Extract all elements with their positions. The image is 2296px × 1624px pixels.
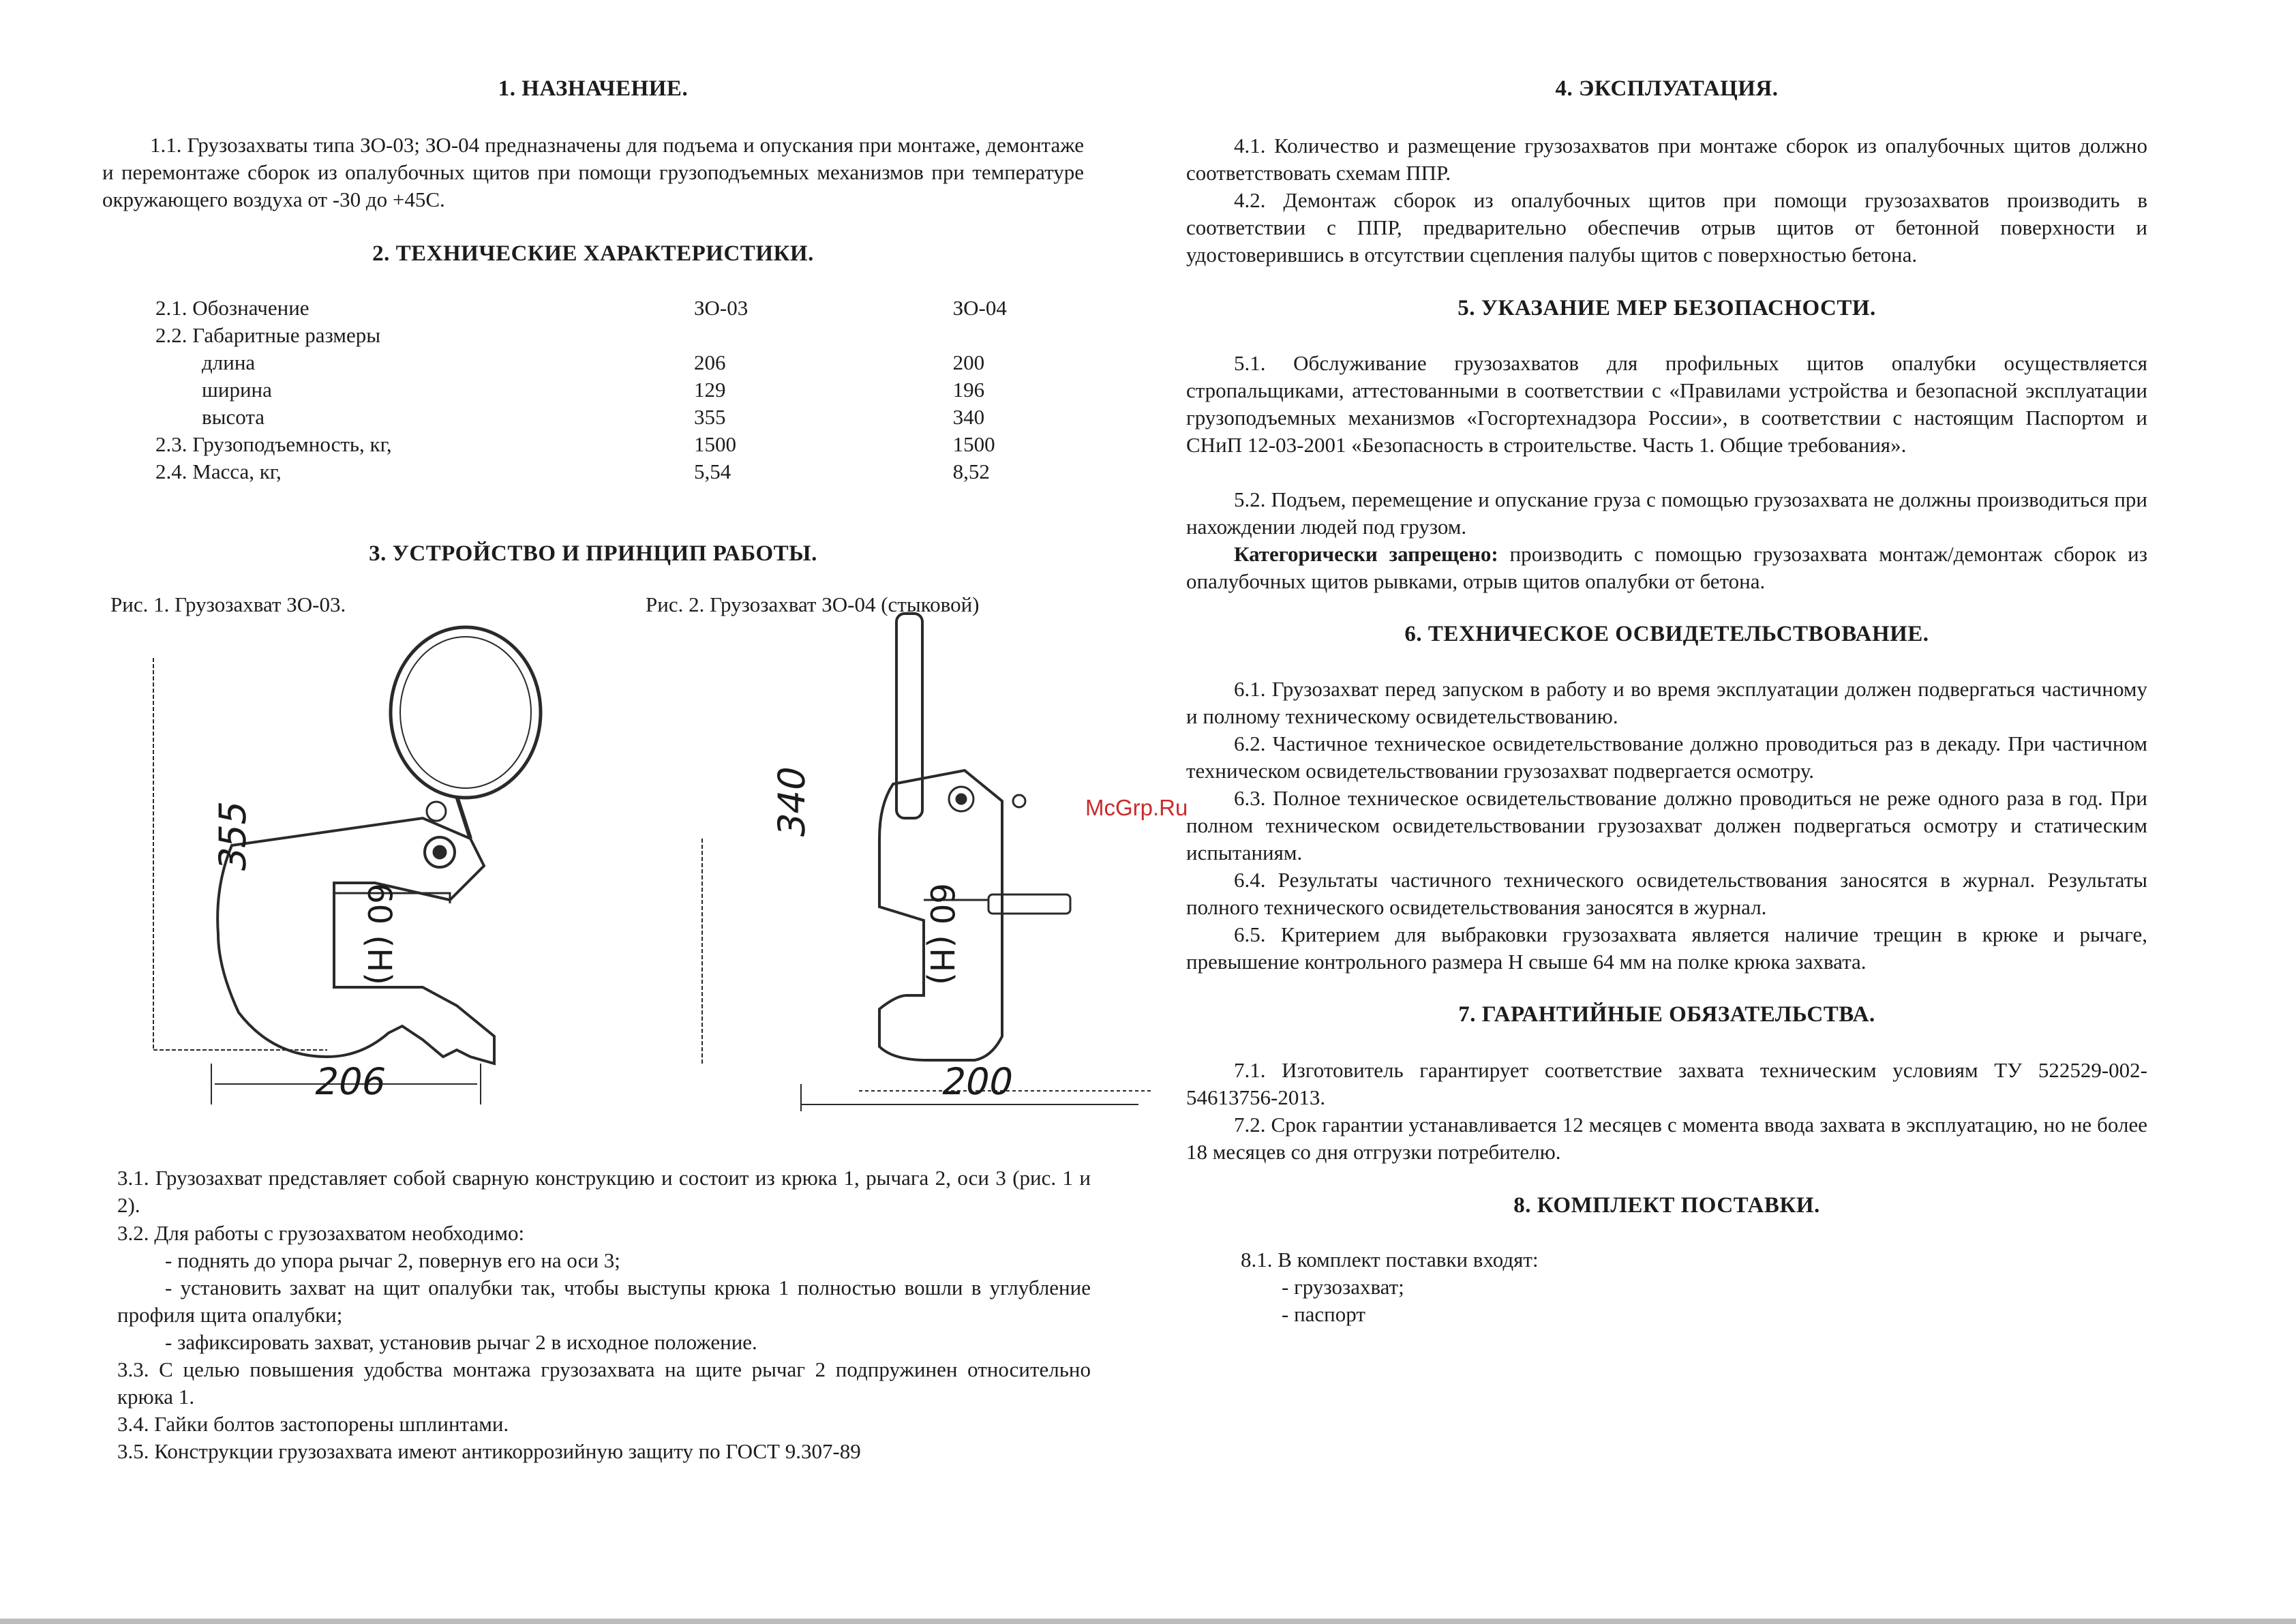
bullet-3-2-3: - зафиксировать захват, установив рычаг 2 в исходное положение. [165,1330,757,1354]
para-6-2: 6.2. Частичное техническое освидетельствование должно проводиться раз в декаду. При частичном техническом освидетельствовании грузозахват подвергается осмотру. [1186,732,2147,783]
para-4-1: 4.1. Количество и размещение грузозахватов при монтаже сборок из опалубочных щитов должно соответствовать схемам ППР. [1186,134,2147,185]
bullet-3-2-1: - поднять до упора рычаг 2, повернув его на оси 3; [165,1248,620,1272]
spec-cell-label: 2.1. Обозначение [155,296,309,320]
spec-cell-b: ЗО-04 [952,296,1007,320]
para-6-3: 6.3. Полное техническое освидетельствование должно проводиться не реже одного раза в год. При полном техническом освидетельствовании грузозахват должен подвергаться осмотру и статическим испытаниям. [1186,786,2147,864]
spec-cell-label: высота [202,405,265,429]
fig2-caption: Рис. 2. Грузозахват ЗО-04 (стыковой) [646,592,980,616]
section-7-title: 7. ГАРАНТИЙНЫЕ ОБЯЗАТЕЛЬСТВА. [1458,1002,1875,1027]
fig2-lever [896,614,922,818]
fig1-dim-height: 355 [211,796,254,876]
para-8-1: 8.1. В комплект поставки входят: [1241,1248,1539,1272]
fig1-dim-throat: 60 (H) [360,883,398,985]
para-6-5: 6.5. Критерием для выбраковки грузозахвата является наличие трещин в крюке и рычаге, превышение контрольного размера Н свыше 64 мм на полке крюка захвата. [1186,922,2147,974]
spec-cell-a: ЗО-03 [693,296,749,320]
prohibition-text: производить с помощью грузозахвата монтаж/демонтаж сборок из опалубочных щитов рывками, отрыв щитов опалубки от бетона. [1186,542,2147,593]
spec-row [155,458,1084,485]
fig2-dim-height: 340 [770,762,813,842]
spec-cell-b: 340 [952,405,985,429]
fig2-drawing [620,614,1111,1118]
spec-row [155,322,1084,349]
spec-cell-b: 8,52 [952,460,990,483]
fig1-caption: Рис. 1. Грузозахват ЗО-03. [110,592,346,616]
watermark: McGrp.Ru [1085,795,1188,820]
spec-cell-label: ширина [202,378,272,402]
fig2-dim-throat: 60 (H) [922,883,961,985]
spec-cell-a: 206 [693,350,726,374]
kit-item-1: - грузозахват; [1282,1275,1404,1299]
fig1-pin-upper [427,802,446,821]
fig1-ring [391,627,541,798]
section-8-title: 8. КОМПЛЕКТ ПОСТАВКИ. [1513,1193,1820,1218]
spec-row [155,349,1084,376]
fig1-dim-width: 206 [310,1059,391,1103]
kit-item-2: - паспорт [1282,1302,1365,1326]
para-3-1: 3.1. Грузозахват представляет собой сварную конструкцию и состоит из крюка 1, рычага 2, оси 3 (рис. 1 и 2). [117,1166,1091,1217]
spec-cell-b: 1500 [952,432,995,456]
para-6-4: 6.4. Результаты частичного технического освидетельствования заносятся в журнал. Результаты полного технического освидетельствования заносятся в журнал. [1186,868,2147,919]
fig1-drawing [102,614,579,1118]
spec-cell-b: 196 [952,378,985,402]
spec-row [155,295,1084,322]
spec-table [155,295,1084,485]
spec-row [155,404,1084,431]
fig1-hook-outline [217,818,494,1064]
spec-cell-label: 2.3. Грузоподъемность, кг, [155,432,392,456]
spec-row [155,376,1084,404]
section-4-title: 4. ЭКСПЛУАТАЦИЯ. [1555,76,1779,101]
spec-cell-a: 129 [693,378,726,402]
para-7-1: 7.1. Изготовитель гарантирует соответствие захвата техническим условиям ТУ 522529-002-54613756-2013. [1186,1058,2147,1109]
section-3-title: 3. УСТРОЙСТВО И ПРИНЦИП РАБОТЫ. [369,541,817,566]
spec-cell-b: 200 [952,350,985,374]
spec-cell-label: 2.4. Масса, кг, [155,460,282,483]
spec-cell-b [953,322,1084,349]
spec-cell-label: 2.2. Габаритные размеры [155,323,381,347]
para-5-2: 5.2. Подъем, перемещение и опускание груза с помощью грузозахвата не должны производиться при нахождении людей под грузом. [1186,487,2147,539]
section-6-title: 6. ТЕХНИЧЕСКОЕ ОСВИДЕТЕЛЬСТВОВАНИЕ. [1404,622,1929,646]
para-3-2: 3.2. Для работы с грузозахватом необходимо: [117,1221,525,1245]
para-4-2: 4.2. Демонтаж сборок из опалубочных щитов при помощи грузозахватов производить в соответствии с ППР, предварительно обеспечив отрыв щитов от бетонной поверхности и удостоверившись в отсутствии сцепления палубы щитов с поверхностью бетона. [1186,188,2147,267]
spec-cell-a [694,322,953,349]
para-1-1: 1.1. Грузозахваты типа ЗО-03; ЗО-04 предназначены для подъема и опускания при монтаже, демонтаже и перемонтаже сборок из опалубочных щитов при помощи грузоподъемных механизмов при температуре окружающего воздуха от -30 до +45С. [102,133,1084,211]
para-3-4: 3.4. Гайки болтов застопорены шплинтами. [117,1412,509,1436]
para-5-1: 5.1. Обслуживание грузозахватов для профильных щитов опалубки осуществляется стропальщиками, аттестованными в соответствии с «Правилами устройства и безопасной эксплуатации грузоподъемных механизмов «Госгортехнадзора России», в соответствии с настоящим Паспортом и СНиП 12-03-2001 «Безопасность в строительстве. Часть 1. Общие требования». [1186,351,2147,457]
spec-cell-a: 1500 [693,432,736,456]
para-7-2: 7.2. Срок гарантии устанавливается 12 месяцев с момента ввода захвата в эксплуатацию, но не более 18 месяцев со дня отгрузки потребителю. [1186,1113,2147,1164]
bottom-scan-edge [0,1619,2296,1624]
section-5-title: 5. УКАЗАНИЕ МЕР БЕЗОПАСНОСТИ. [1457,296,1876,320]
para-5-3 [1186,541,2147,595]
fig2-dim-width: 200 [937,1059,1018,1103]
bullet-3-2-2: - установить захват на щит опалубки так, чтобы выступы крюка 1 полностью вошли в углубление профиля щита опалубки; [117,1276,1091,1327]
para-3-3: 3.3. С целью повышения удобства монтажа грузозахвата на щите рычаг 2 подпружинен относительно крюка 1. [117,1357,1091,1409]
prohibition-label: Категорически запрещено: [1234,542,1498,566]
para-6-1: 6.1. Грузозахват перед запуском в работу и во время эксплуатации должен подвергаться частичному и полному техническому освидетельствованию. [1186,677,2147,728]
section-2-title: 2. ТЕХНИЧЕСКИЕ ХАРАКТЕРИСТИКИ. [372,241,814,266]
section-1-title: 1. НАЗНАЧЕНИЕ. [498,76,689,101]
spec-row [155,431,1084,458]
spec-cell-a: 355 [693,405,726,429]
spec-cell-a: 5,54 [693,460,731,483]
para-3-5: 3.5. Конструкции грузозахвата имеют антикоррозийную защиту по ГОСТ 9.307-89 [117,1439,861,1463]
spec-cell-label: длина [202,350,256,374]
